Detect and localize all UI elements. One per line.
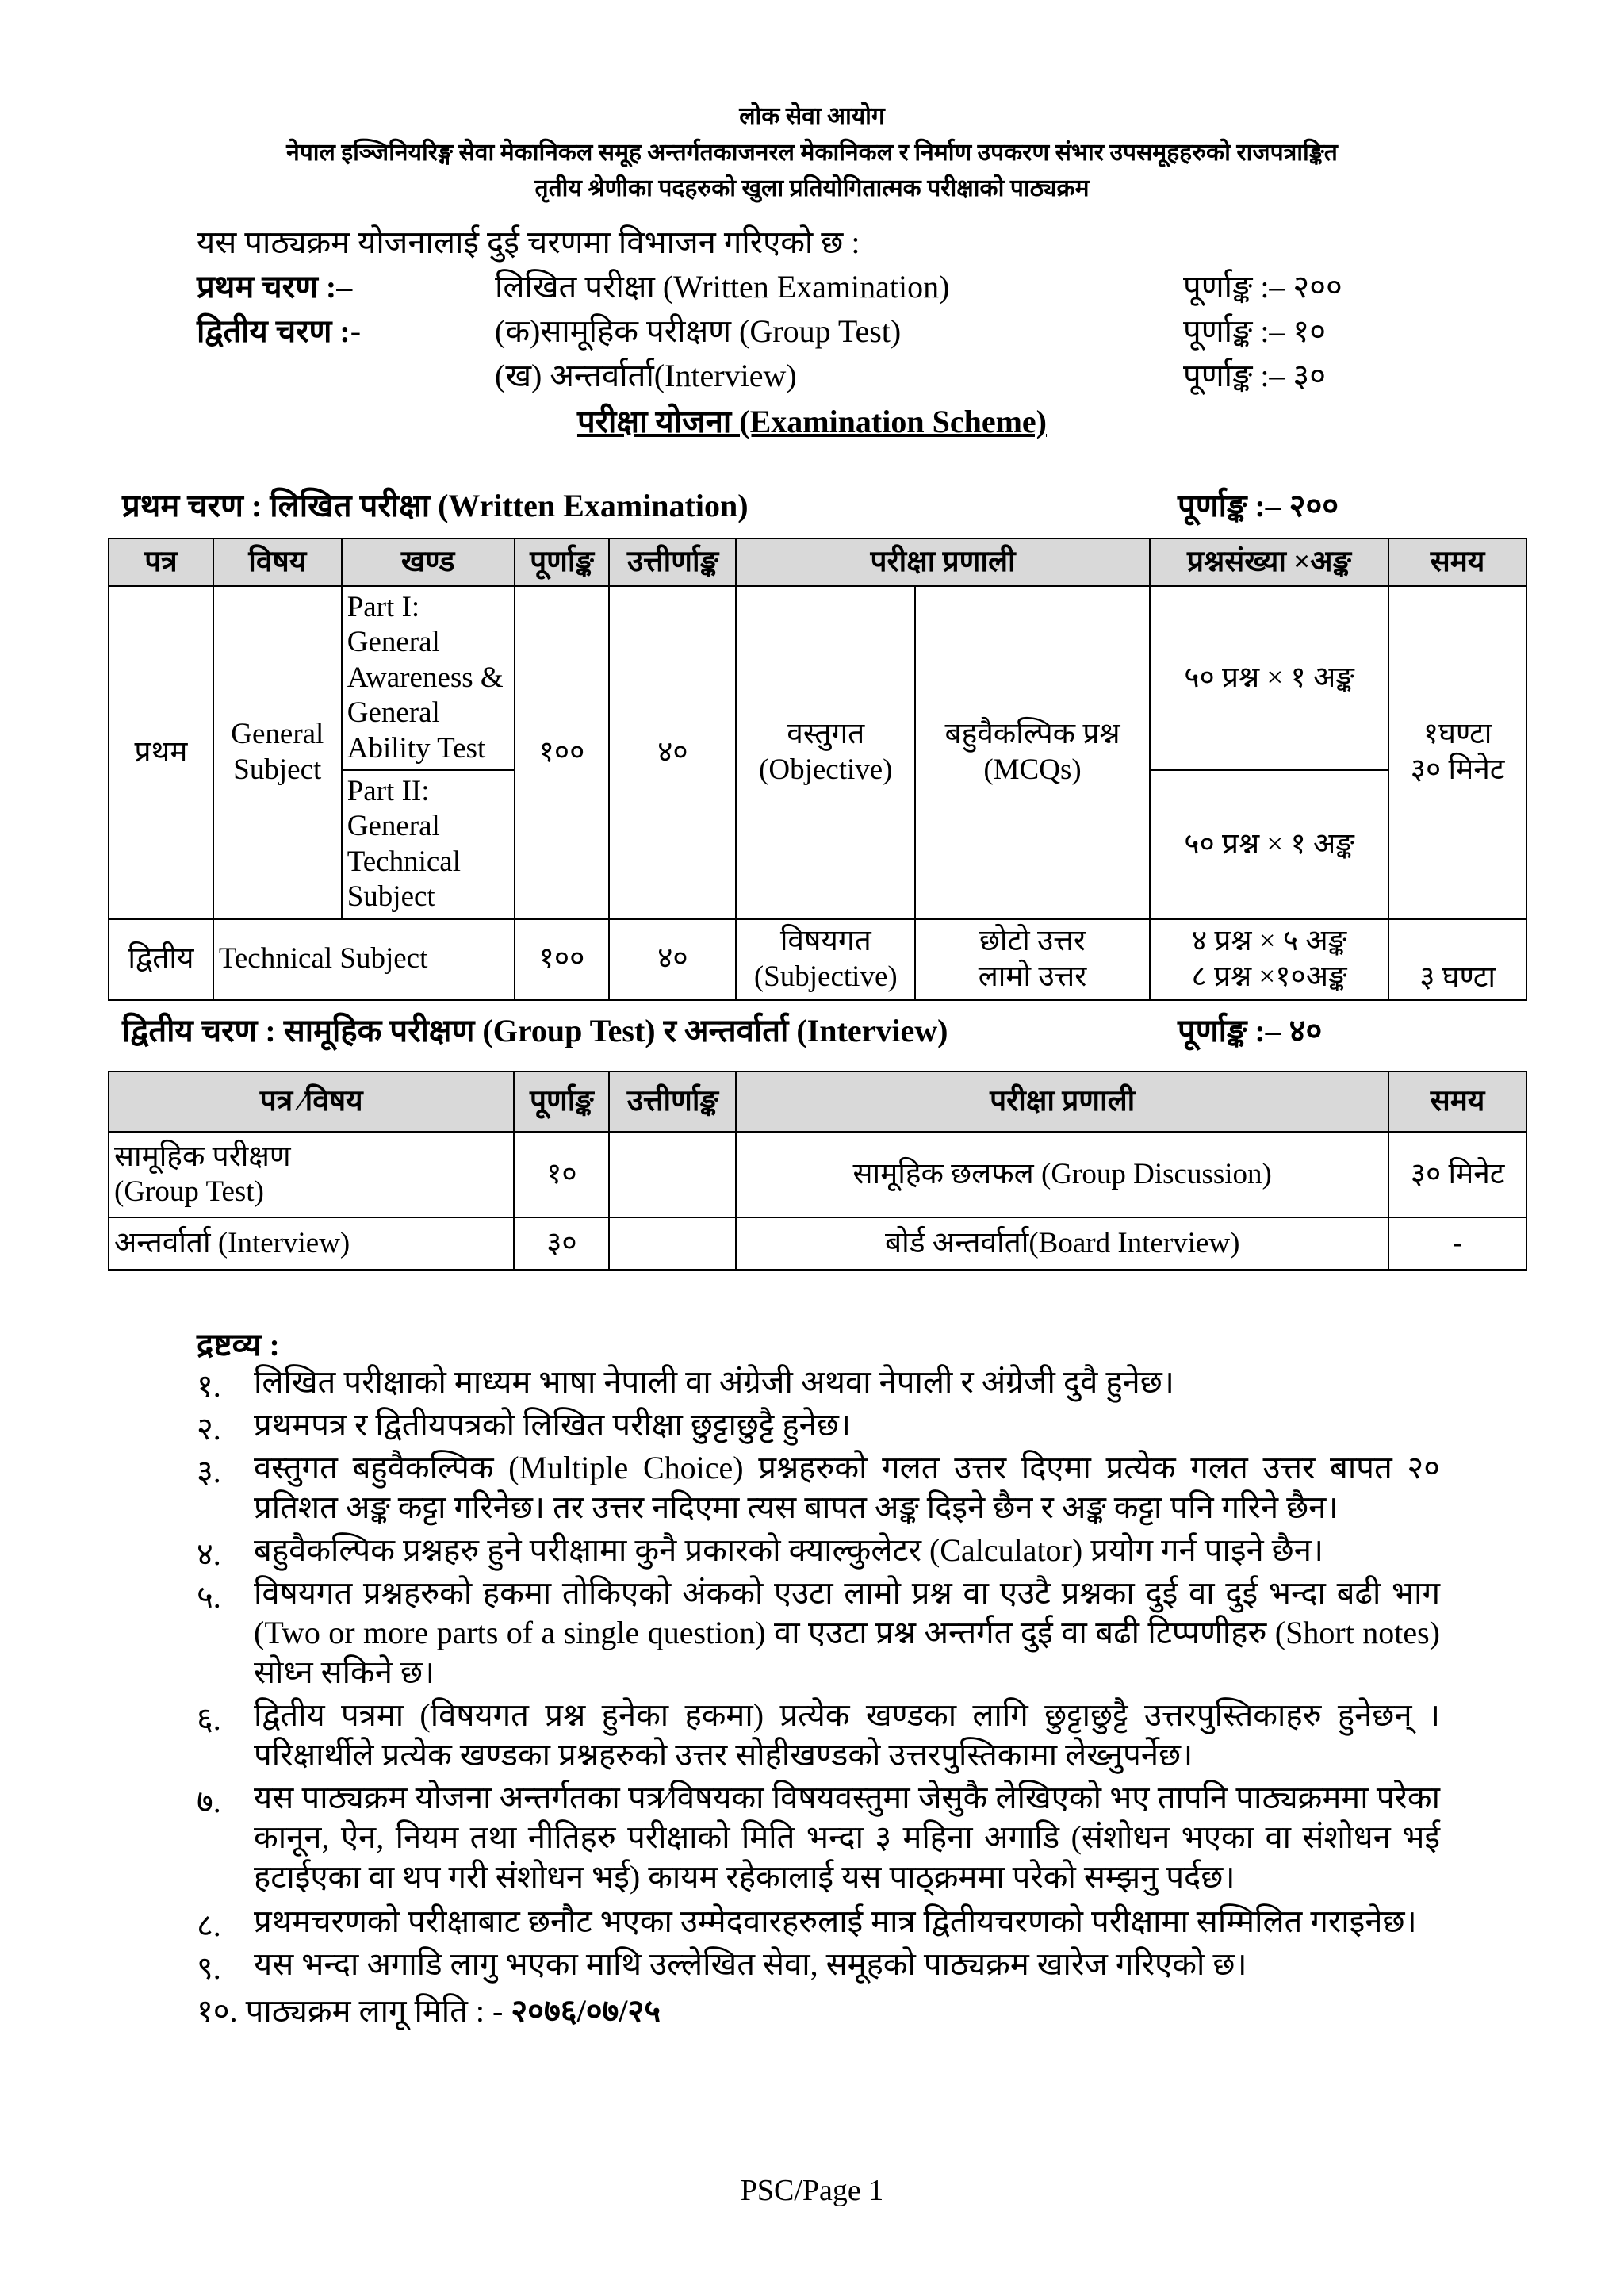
col-header-part: खण्ड — [342, 539, 515, 586]
note-3-number: ३. — [197, 1454, 221, 1489]
row2-full-marks: १०० — [515, 919, 610, 1000]
row2-time: ३ घण्टा — [1388, 919, 1526, 1000]
scheme-title: परीक्षा योजना (Examination Scheme) — [576, 404, 1048, 439]
col-header-exam-method: परीक्षा प्रणाली — [736, 539, 1149, 586]
t2-col-header-pass-marks: उत्तीर्णाङ्क — [609, 1071, 736, 1132]
notes-title: द्रष्टव्य : — [197, 1327, 280, 1363]
t2-row2-method: बोर्ड अन्तर्वार्ता(Board Interview) — [736, 1217, 1388, 1270]
row2-subject: Technical Subject — [213, 919, 515, 1000]
written-exam-table — [108, 538, 1527, 1001]
note-1-number: १. — [197, 1368, 221, 1404]
col-header-paper: पत्र — [109, 539, 213, 586]
note-1-text: लिखित परीक्षाको माध्यम भाषा नेपाली वा अंग्रेजी अथवा नेपाली र अंग्रेजी दुवै हुनेछ। — [254, 1364, 1174, 1400]
t2-col-header-time: समय — [1388, 1071, 1526, 1132]
row1-subject: General Subject — [213, 586, 342, 919]
t2-row1-subject-ne: सामूहिक परीक्षण — [114, 1140, 291, 1173]
note-10-line — [197, 1987, 661, 2031]
t2-row1-full-marks: १० — [514, 1132, 609, 1217]
phase-second-desc-a: (क)सामूहिक परीक्षण (Group Test) — [495, 313, 902, 349]
note-4-number: ४. — [197, 1536, 221, 1572]
note-2-number: २. — [197, 1411, 221, 1447]
row1-time-minutes: ३० मिनेट — [1410, 753, 1505, 786]
row1-time — [1388, 586, 1526, 919]
note-8-text: प्रथमचरणको परीक्षाबाट छनौट भएका उम्मेदवारहरुलाई मात्र द्वितीयचरणको परीक्षामा सम्मिलित गराइनेछ। — [254, 1903, 1417, 1939]
note-3-text: वस्तुगत बहुवैकल्पिक (Multiple Choice) प्रश्नहरुको गलत उत्तर दिएमा प्रत्येक गलत उत्तर बापत २० प्रतिशत अङ्क कट्टा गरिनेछ। तर उत्तर नदिएमा त्यस बापत अङ्क दिइने छैन र अङ्क कट्टा पनि गरिने छैन। — [254, 1450, 1440, 1525]
t2-row1-subject — [109, 1132, 514, 1217]
note-6-number: ६. — [197, 1701, 221, 1737]
group-test-table — [108, 1071, 1527, 1271]
section2-marks: पूर्णाङ्क :– ४० — [1178, 1013, 1323, 1048]
row2-type-short: छोटो उत्तर — [979, 925, 1086, 958]
row1-question-type: बहुवैकल्पिक प्रश्न (MCQs) — [915, 586, 1150, 919]
note-10-number: १०. — [197, 1993, 238, 2029]
t2-col-header-subject: पत्र ⁄विषय — [109, 1071, 514, 1132]
phase-second-label: द्वितीय चरण :- — [197, 313, 362, 349]
note-7-number: ७. — [197, 1784, 221, 1819]
phase-first-marks: पूर्णाङ्क :– २०० — [1183, 269, 1342, 305]
row2-method-en: (Subjective) — [753, 960, 898, 993]
note-5-text: विषयगत प्रश्नहरुको हकमा तोकिएको अंकको एउटा लामो प्रश्न वा एउटै प्रश्नका दुई वा दुई भन्दा बढी भाग (Two or more parts of a single question) वा एउटा प्रश्न अन्तर्गत दुई वा बढी टिप्पणीहरु (Short notes) सोध्न सकिने छ। — [254, 1575, 1440, 1690]
note-6-text: द्वितीय पत्रमा (विषयगत प्रश्न हुनेका हकमा) प्रत्येक खण्डका लागि छुट्टाछुट्टै उत्तरपुस्तिकाहरु हुनेछन् । परिक्षार्थीले प्रत्येक खण्डका प्रश्नहरुको उत्तर सोहीखण्डको उत्तरपुस्तिकामा लेख्नुपर्नेछ। — [254, 1697, 1440, 1773]
t2-row2-time: - — [1388, 1217, 1526, 1270]
header-line-2: नेपाल इञ्जिनियरिङ्ग सेवा मेकानिकल समूह अन्तर्गतकाजनरल मेकानिकल र निर्माण उपकरण संभार उपसमूहहरुको राजपत्राङ्कित — [286, 140, 1338, 166]
note-7-text: यस पाठ्यक्रम योजना अन्तर्गतका पत्र⁄विषयका विषयवस्तुमा जेसुकै लेखिएको भए तापनि पाठ्यक्रममा परेका कानून, ऐन, नियम तथा नीतिहरु परीक्षाको मिति भन्दा ३ महिना अगाडि (संशोधन भएका वा संशोधन भई हटाईएका वा थप गरी संशोधन भई) कायम रहेकालाई यस पाठ्क्रममा परेको सम्झनु पर्दछ। — [254, 1780, 1440, 1895]
row1-pass-marks: ४० — [609, 586, 736, 919]
t2-row2-subject: अन्तर्वार्ता (Interview) — [109, 1217, 514, 1270]
row1-full-marks: १०० — [515, 586, 610, 919]
phase-first-label: प्रथम चरण :– — [197, 269, 353, 305]
row1-method: वस्तुगत (Objective) — [736, 586, 915, 919]
page-footer: PSC/Page 1 — [740, 2174, 884, 2207]
t2-row2-full-marks: ३० — [514, 1217, 609, 1270]
row2-pass-marks: ४० — [609, 919, 736, 1000]
row2-type-long: लामो उत्तर — [978, 960, 1087, 993]
t2-col-header-method: परीक्षा प्रणाली — [736, 1071, 1388, 1132]
note-10-text: पाठ्यक्रम लागू मिति : - — [245, 1993, 504, 2029]
phase-second-marks-b: पूर्णाङ्क :– ३० — [1183, 358, 1327, 393]
row2-question-type — [915, 919, 1150, 1000]
row2-questions-short: ४ प्रश्न × ५ अङ्क — [1191, 925, 1347, 958]
t2-row1-method: सामूहिक छलफल (Group Discussion) — [736, 1132, 1388, 1217]
row1-paper: प्रथम — [109, 586, 213, 919]
note-8-number: ८. — [197, 1907, 221, 1943]
col-header-questions: प्रश्नसंख्या ×अङ्क — [1150, 539, 1388, 586]
note-9-number: ९. — [197, 1950, 221, 1986]
row2-method — [736, 919, 915, 1000]
col-header-subject: विषय — [213, 539, 342, 586]
t2-col-header-full-marks: पूर्णाङ्क — [514, 1071, 609, 1132]
phase-second-desc-b: (ख) अन्तर्वार्ता(Interview) — [495, 358, 797, 393]
row1-questions-part1: ५० प्रश्न × १ अङ्क — [1150, 586, 1388, 770]
phase-first-desc: लिखित परीक्षा (Written Examination) — [495, 269, 950, 305]
note-9-text: यस भन्दा अगाडि लागु भएका माथि उल्लेखित सेवा, समूहको पाठ्यक्रम खारेज गरिएको छ। — [254, 1946, 1247, 1982]
note-2-text: प्रथमपत्र र द्वितीयपत्रको लिखित परीक्षा छुट्टाछुट्टै हुनेछ। — [254, 1407, 852, 1443]
t2-row1-subject-en: (Group Test) — [114, 1175, 264, 1208]
row2-paper: द्वितीय — [109, 919, 213, 1000]
row2-questions — [1150, 919, 1388, 1000]
phase-second-marks-a: पूर्णाङ्क :– १० — [1183, 313, 1327, 349]
section1-title: प्रथम चरण : लिखित परीक्षा (Written Examination) — [122, 488, 749, 523]
header-line-1: लोक सेवा आयोग — [739, 103, 885, 129]
row2-questions-long: ८ प्रश्न ×१०अङ्क — [1191, 960, 1347, 993]
header-line-3: तृतीय श्रेणीका पदहरुको खुला प्रतियोगितात्मक परीक्षाको पाठ्यक्रम — [534, 175, 1090, 201]
note-4-text: बहुवैकल्पिक प्रश्नहरु हुने परीक्षामा कुनै प्रकारको क्याल्कुलेटर (Calculator) प्रयोग गर्न पाइने छैन। — [254, 1532, 1324, 1568]
t2-row1-pass-marks — [609, 1132, 736, 1217]
row1-part2: Part II: General Technical Subject — [342, 770, 515, 919]
note-10-date: २०७६/०७/२५ — [511, 1993, 661, 2029]
col-header-full-marks: पूर्णाङ्क — [515, 539, 610, 586]
note-5-number: ५. — [197, 1579, 221, 1615]
row2-method-ne: विषयगत — [779, 925, 871, 958]
section2-title: द्वितीय चरण : सामूहिक परीक्षण (Group Test) र अन्तर्वार्ता (Interview) — [122, 1013, 948, 1048]
col-header-pass-marks: उत्तीर्णाङ्क — [609, 539, 736, 586]
t2-row1-time: ३० मिनेट — [1388, 1132, 1526, 1217]
intro-text: यस पाठ्यक्रम योजनालाई दुई चरणमा विभाजन गरिएको छ : — [197, 224, 860, 260]
section1-marks: पूर्णाङ्क :– २०० — [1178, 488, 1339, 523]
row1-questions-part2: ५० प्रश्न × १ अङ्क — [1150, 770, 1388, 919]
row1-part1: Part I: General Awareness & General Ability Test — [342, 586, 515, 770]
col-header-time: समय — [1388, 539, 1526, 586]
row1-time-hours: १घण्टा — [1423, 718, 1492, 751]
t2-row2-pass-marks — [609, 1217, 736, 1270]
